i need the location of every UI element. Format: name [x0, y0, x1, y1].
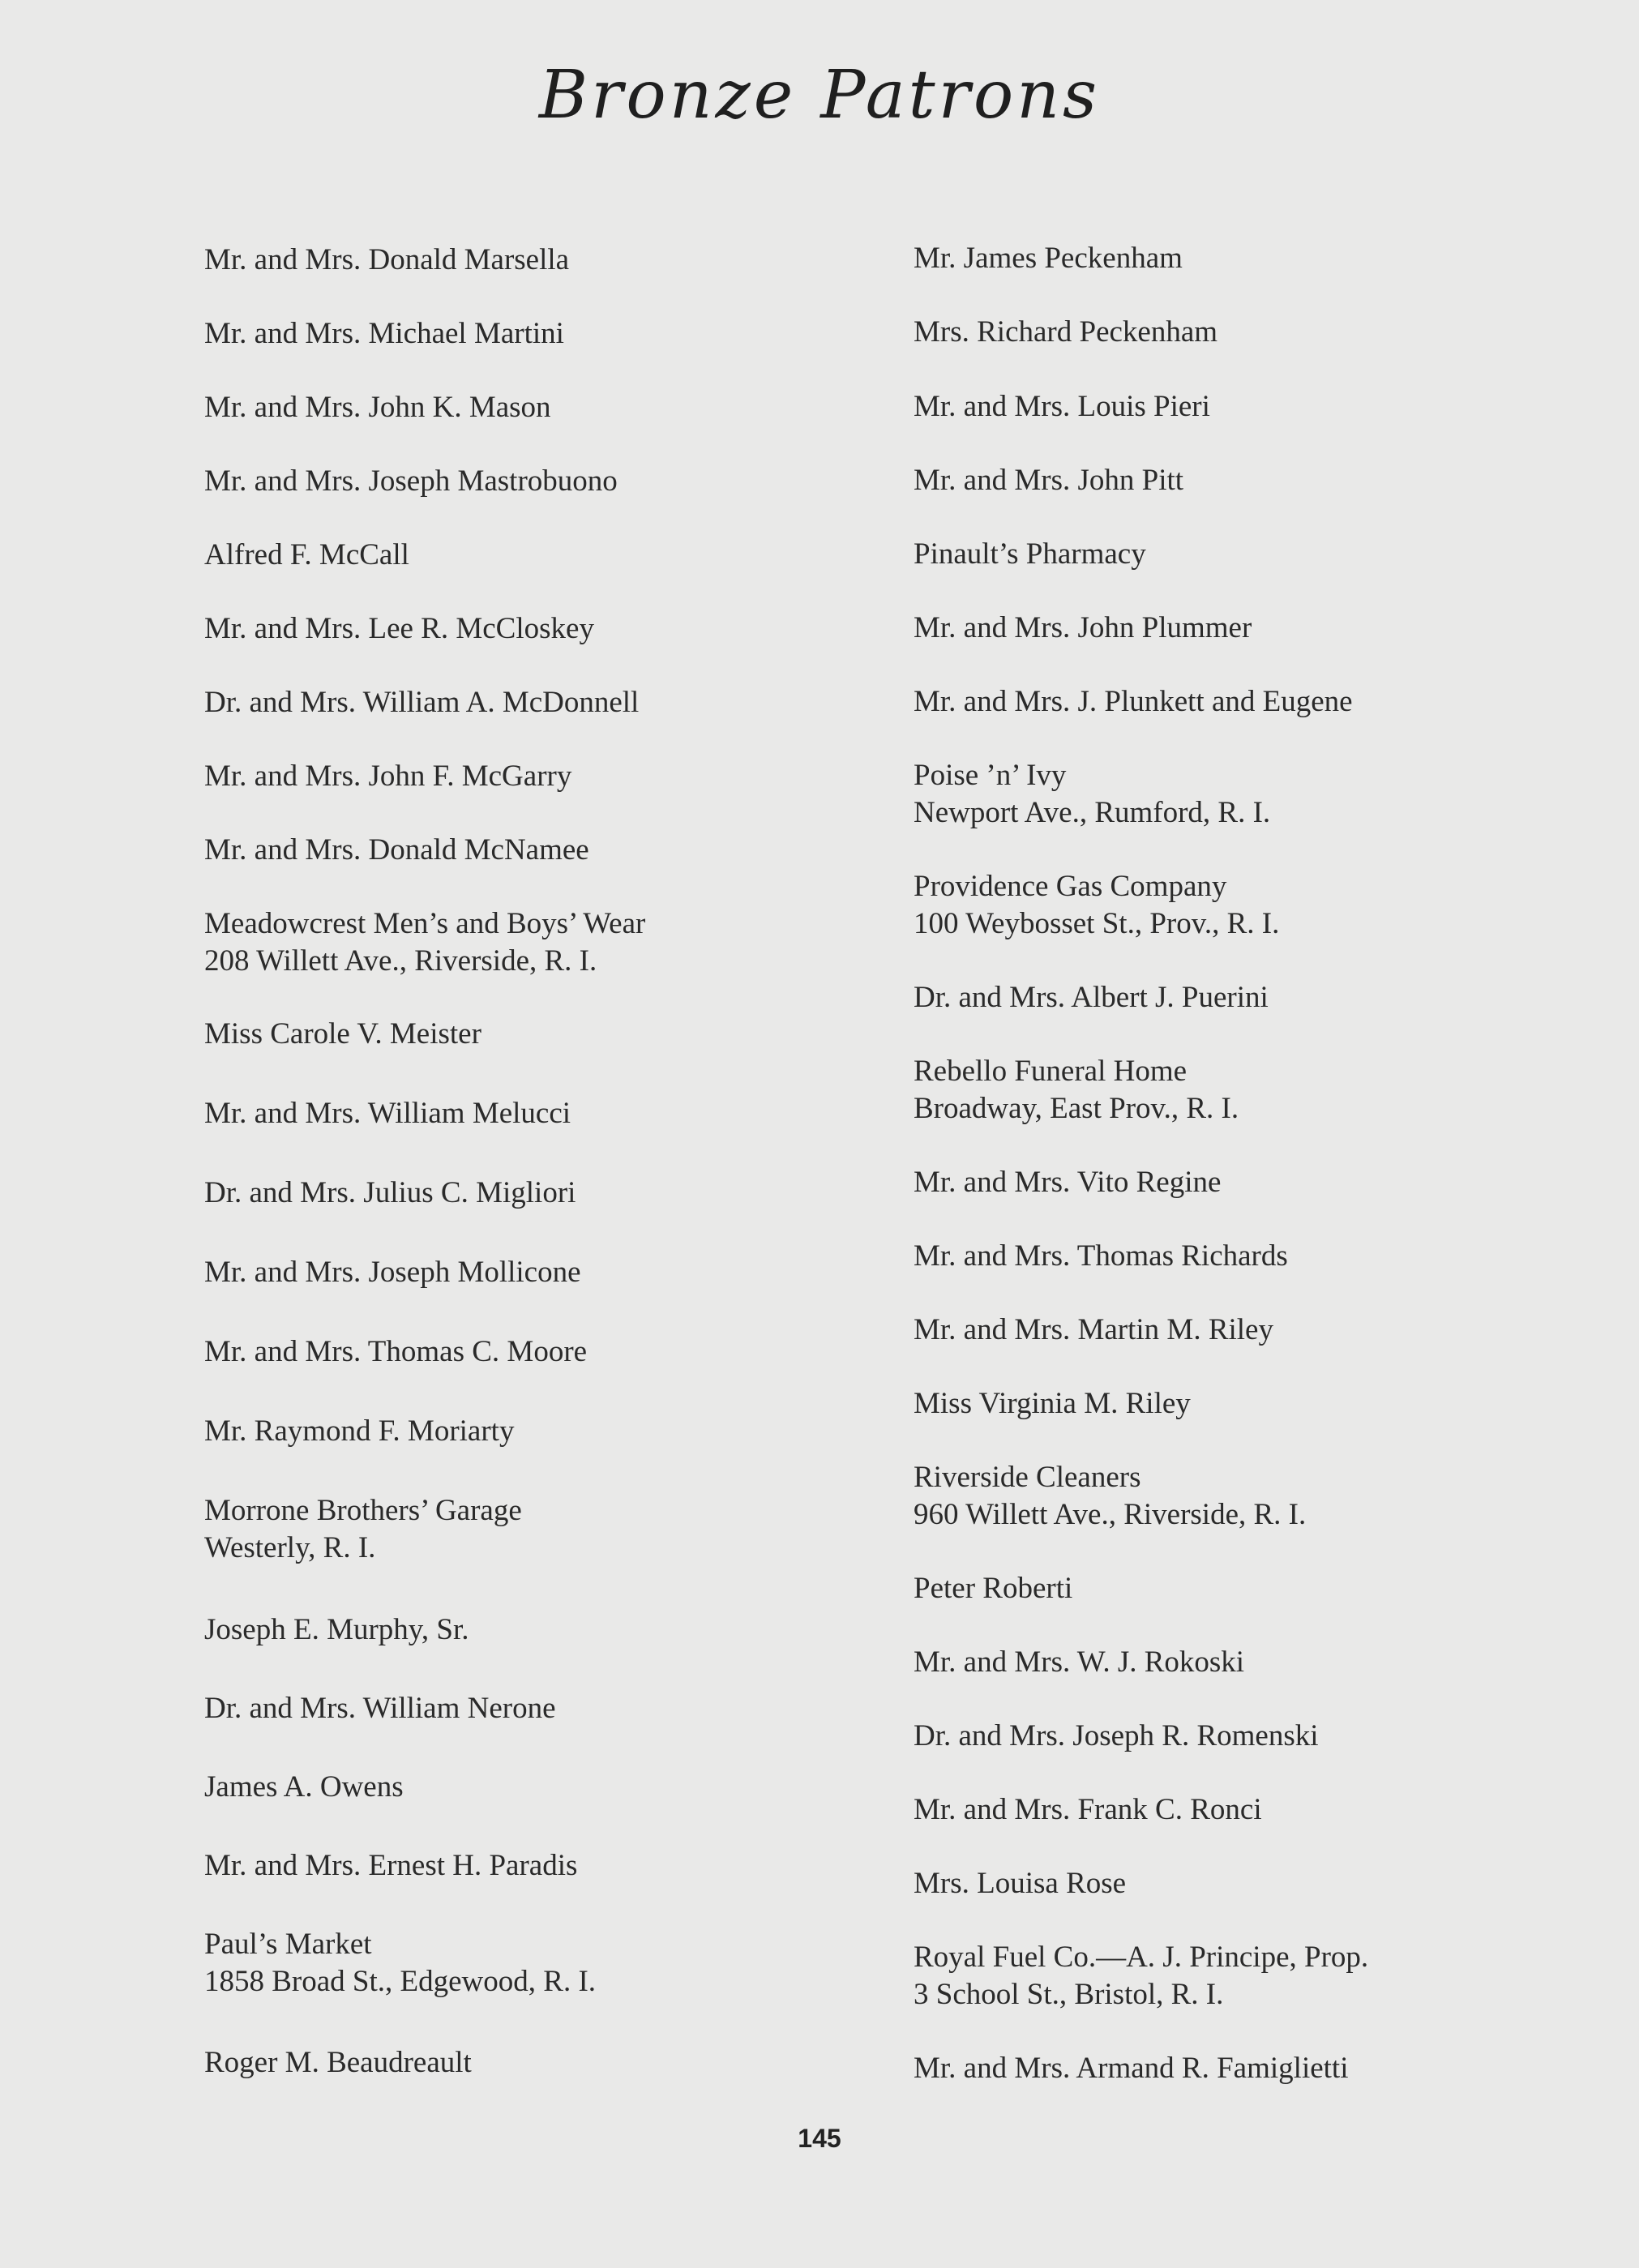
- page-title: Bronze Patrons: [538, 57, 1101, 134]
- patron-name: Mr. and Mrs. Louis Pieri: [914, 390, 1210, 423]
- page-number: 145: [798, 2124, 841, 2153]
- patron-entry: [914, 240, 1183, 277]
- patron-entry: [204, 315, 564, 353]
- patron-name: Mr. James Peckenham: [914, 242, 1183, 275]
- patron-name: Mr. and Mrs. John F. McGarry: [204, 760, 572, 793]
- patron-name: Roger M. Beaudreault: [204, 2046, 472, 2079]
- patron-name: Peter Roberti: [914, 1572, 1073, 1605]
- patron-entry: [204, 832, 589, 869]
- patron-name: Dr. and Mrs. William Nerone: [204, 1692, 556, 1725]
- patron-entry: [204, 758, 571, 795]
- patron-name: Mr. and Mrs. Joseph Mastrobuono: [204, 464, 618, 498]
- patron-entry: [204, 1254, 581, 1291]
- patron-entry: [204, 389, 551, 426]
- patron-name: Pinault’s Pharmacy: [914, 537, 1146, 571]
- patron-entry: [204, 463, 618, 500]
- patron-name: James A. Owens: [204, 1770, 404, 1804]
- patron-entry: [204, 1847, 577, 1885]
- patron-name: Dr. and Mrs. Albert J. Puerini: [914, 981, 1269, 1014]
- patron-entry: [914, 314, 1217, 351]
- patron-name: Dr. and Mrs. William A. McDonnell: [204, 686, 640, 719]
- patron-address: Newport Ave., Rumford, R. I.: [914, 796, 1271, 829]
- patron-entry: [204, 905, 645, 980]
- patron-name: Mr. and Mrs. John Pitt: [914, 464, 1184, 497]
- patron-name: Miss Virginia M. Riley: [914, 1387, 1191, 1420]
- patron-address: 100 Weybosset St., Prov., R. I.: [914, 907, 1280, 940]
- patron-name: Mr. and Mrs. Ernest H. Paradis: [204, 1849, 578, 1882]
- patron-name: Mr. and Mrs. J. Plunkett and Eugene: [914, 685, 1353, 718]
- patron-name: Rebello Funeral Home: [914, 1055, 1188, 1088]
- patron-entry: [914, 1312, 1273, 1349]
- patron-entry: [914, 1939, 1368, 2013]
- patron-entry: [204, 1333, 587, 1371]
- patron-name: Poise ’n’ Ivy: [914, 759, 1067, 792]
- patron-entry: [914, 610, 1252, 647]
- patron-entry: [204, 1690, 556, 1727]
- patron-entry: [204, 537, 409, 574]
- patron-name: Royal Fuel Co.—A. J. Principe, Prop.: [914, 1941, 1369, 1974]
- patron-name: Mr. and Mrs. W. J. Rokoski: [914, 1645, 1245, 1679]
- patron-entry: [914, 1718, 1319, 1755]
- patron-address: 3 School St., Bristol, R. I.: [914, 1978, 1224, 2011]
- patron-entry: [914, 388, 1210, 426]
- patron-name: Mr. and Mrs. John K. Mason: [204, 391, 551, 424]
- patron-name: Mr. and Mrs. Thomas Richards: [914, 1239, 1288, 1273]
- patron-address: Westerly, R. I.: [204, 1531, 376, 1564]
- patron-entry: [914, 1791, 1262, 1829]
- patron-name: Alfred F. McCall: [204, 538, 409, 571]
- patron-entry: [204, 1175, 576, 1212]
- patron-name: Mr. and Mrs. Donald Marsella: [204, 243, 570, 276]
- patron-entry: [204, 1926, 596, 2001]
- patron-name: Mr. and Mrs. Armand R. Famiglietti: [914, 2052, 1349, 2085]
- patron-entry: [204, 1492, 522, 1567]
- patron-address: Broadway, East Prov., R. I.: [914, 1092, 1239, 1125]
- patron-name: Riverside Cleaners: [914, 1461, 1141, 1494]
- patron-entry: [914, 979, 1269, 1016]
- patron-name: Mr. and Mrs. Vito Regine: [914, 1166, 1222, 1199]
- patron-name: Mr. and Mrs. Frank C. Ronci: [914, 1793, 1262, 1826]
- patron-name: Mrs. Richard Peckenham: [914, 315, 1218, 349]
- patron-entry: [914, 1238, 1288, 1275]
- patron-entry: [204, 1769, 404, 1806]
- patron-name: Providence Gas Company: [914, 870, 1227, 903]
- patron-name: Morrone Brothers’ Garage: [204, 1494, 522, 1527]
- patron-name: Meadowcrest Men’s and Boys’ Wear: [204, 907, 646, 940]
- patron-name: Mr. Raymond F. Moriarty: [204, 1414, 515, 1448]
- patron-entry: [914, 1644, 1244, 1681]
- patron-entry: [204, 1016, 481, 1053]
- patron-name: Joseph E. Murphy, Sr.: [204, 1613, 469, 1646]
- patron-entry: [914, 1385, 1191, 1423]
- patron-entry: [204, 2044, 472, 2082]
- patron-entry: [914, 757, 1270, 832]
- patron-name: Mr. and Mrs. Michael Martini: [204, 317, 564, 350]
- patron-name: Mr. and Mrs. William Melucci: [204, 1097, 571, 1130]
- patron-name: Mr. and Mrs. Thomas C. Moore: [204, 1335, 588, 1368]
- patron-name: Mrs. Louisa Rose: [914, 1867, 1127, 1900]
- patron-entry: [914, 683, 1353, 721]
- patron-entry: [914, 2050, 1348, 2087]
- patron-name: Mr. and Mrs. John Plummer: [914, 611, 1252, 644]
- patron-entry: [914, 1053, 1239, 1128]
- patron-address: 208 Willett Ave., Riverside, R. I.: [204, 944, 597, 978]
- patron-name: Dr. and Mrs. Julius C. Migliori: [204, 1176, 576, 1209]
- patron-name: Mr. and Mrs. Donald McNamee: [204, 833, 589, 867]
- patron-address: 960 Willett Ave., Riverside, R. I.: [914, 1498, 1307, 1531]
- patron-entry: [204, 1611, 469, 1649]
- patron-name: Mr. and Mrs. Lee R. McCloskey: [204, 612, 594, 645]
- patron-entry: [914, 1459, 1306, 1534]
- patron-entry: [204, 1095, 571, 1132]
- patron-entry: [914, 1164, 1221, 1201]
- patron-name: Paul’s Market: [204, 1928, 372, 1961]
- patron-entry: [204, 1413, 514, 1450]
- patron-address: 1858 Broad St., Edgewood, R. I.: [204, 1965, 597, 1998]
- patron-name: Mr. and Mrs. Martin M. Riley: [914, 1313, 1273, 1346]
- patron-name: Miss Carole V. Meister: [204, 1017, 481, 1051]
- patron-entry: [914, 462, 1183, 499]
- patron-entry: [914, 868, 1279, 943]
- patron-entry: [914, 1865, 1126, 1902]
- patron-entry: [914, 1570, 1072, 1607]
- patron-entry: [204, 684, 639, 721]
- patron-name: Mr. and Mrs. Joseph Mollicone: [204, 1256, 581, 1289]
- patron-entry: [914, 536, 1146, 573]
- patron-entry: [204, 242, 569, 279]
- patron-name: Dr. and Mrs. Joseph R. Romenski: [914, 1719, 1319, 1752]
- patron-entry: [204, 610, 594, 648]
